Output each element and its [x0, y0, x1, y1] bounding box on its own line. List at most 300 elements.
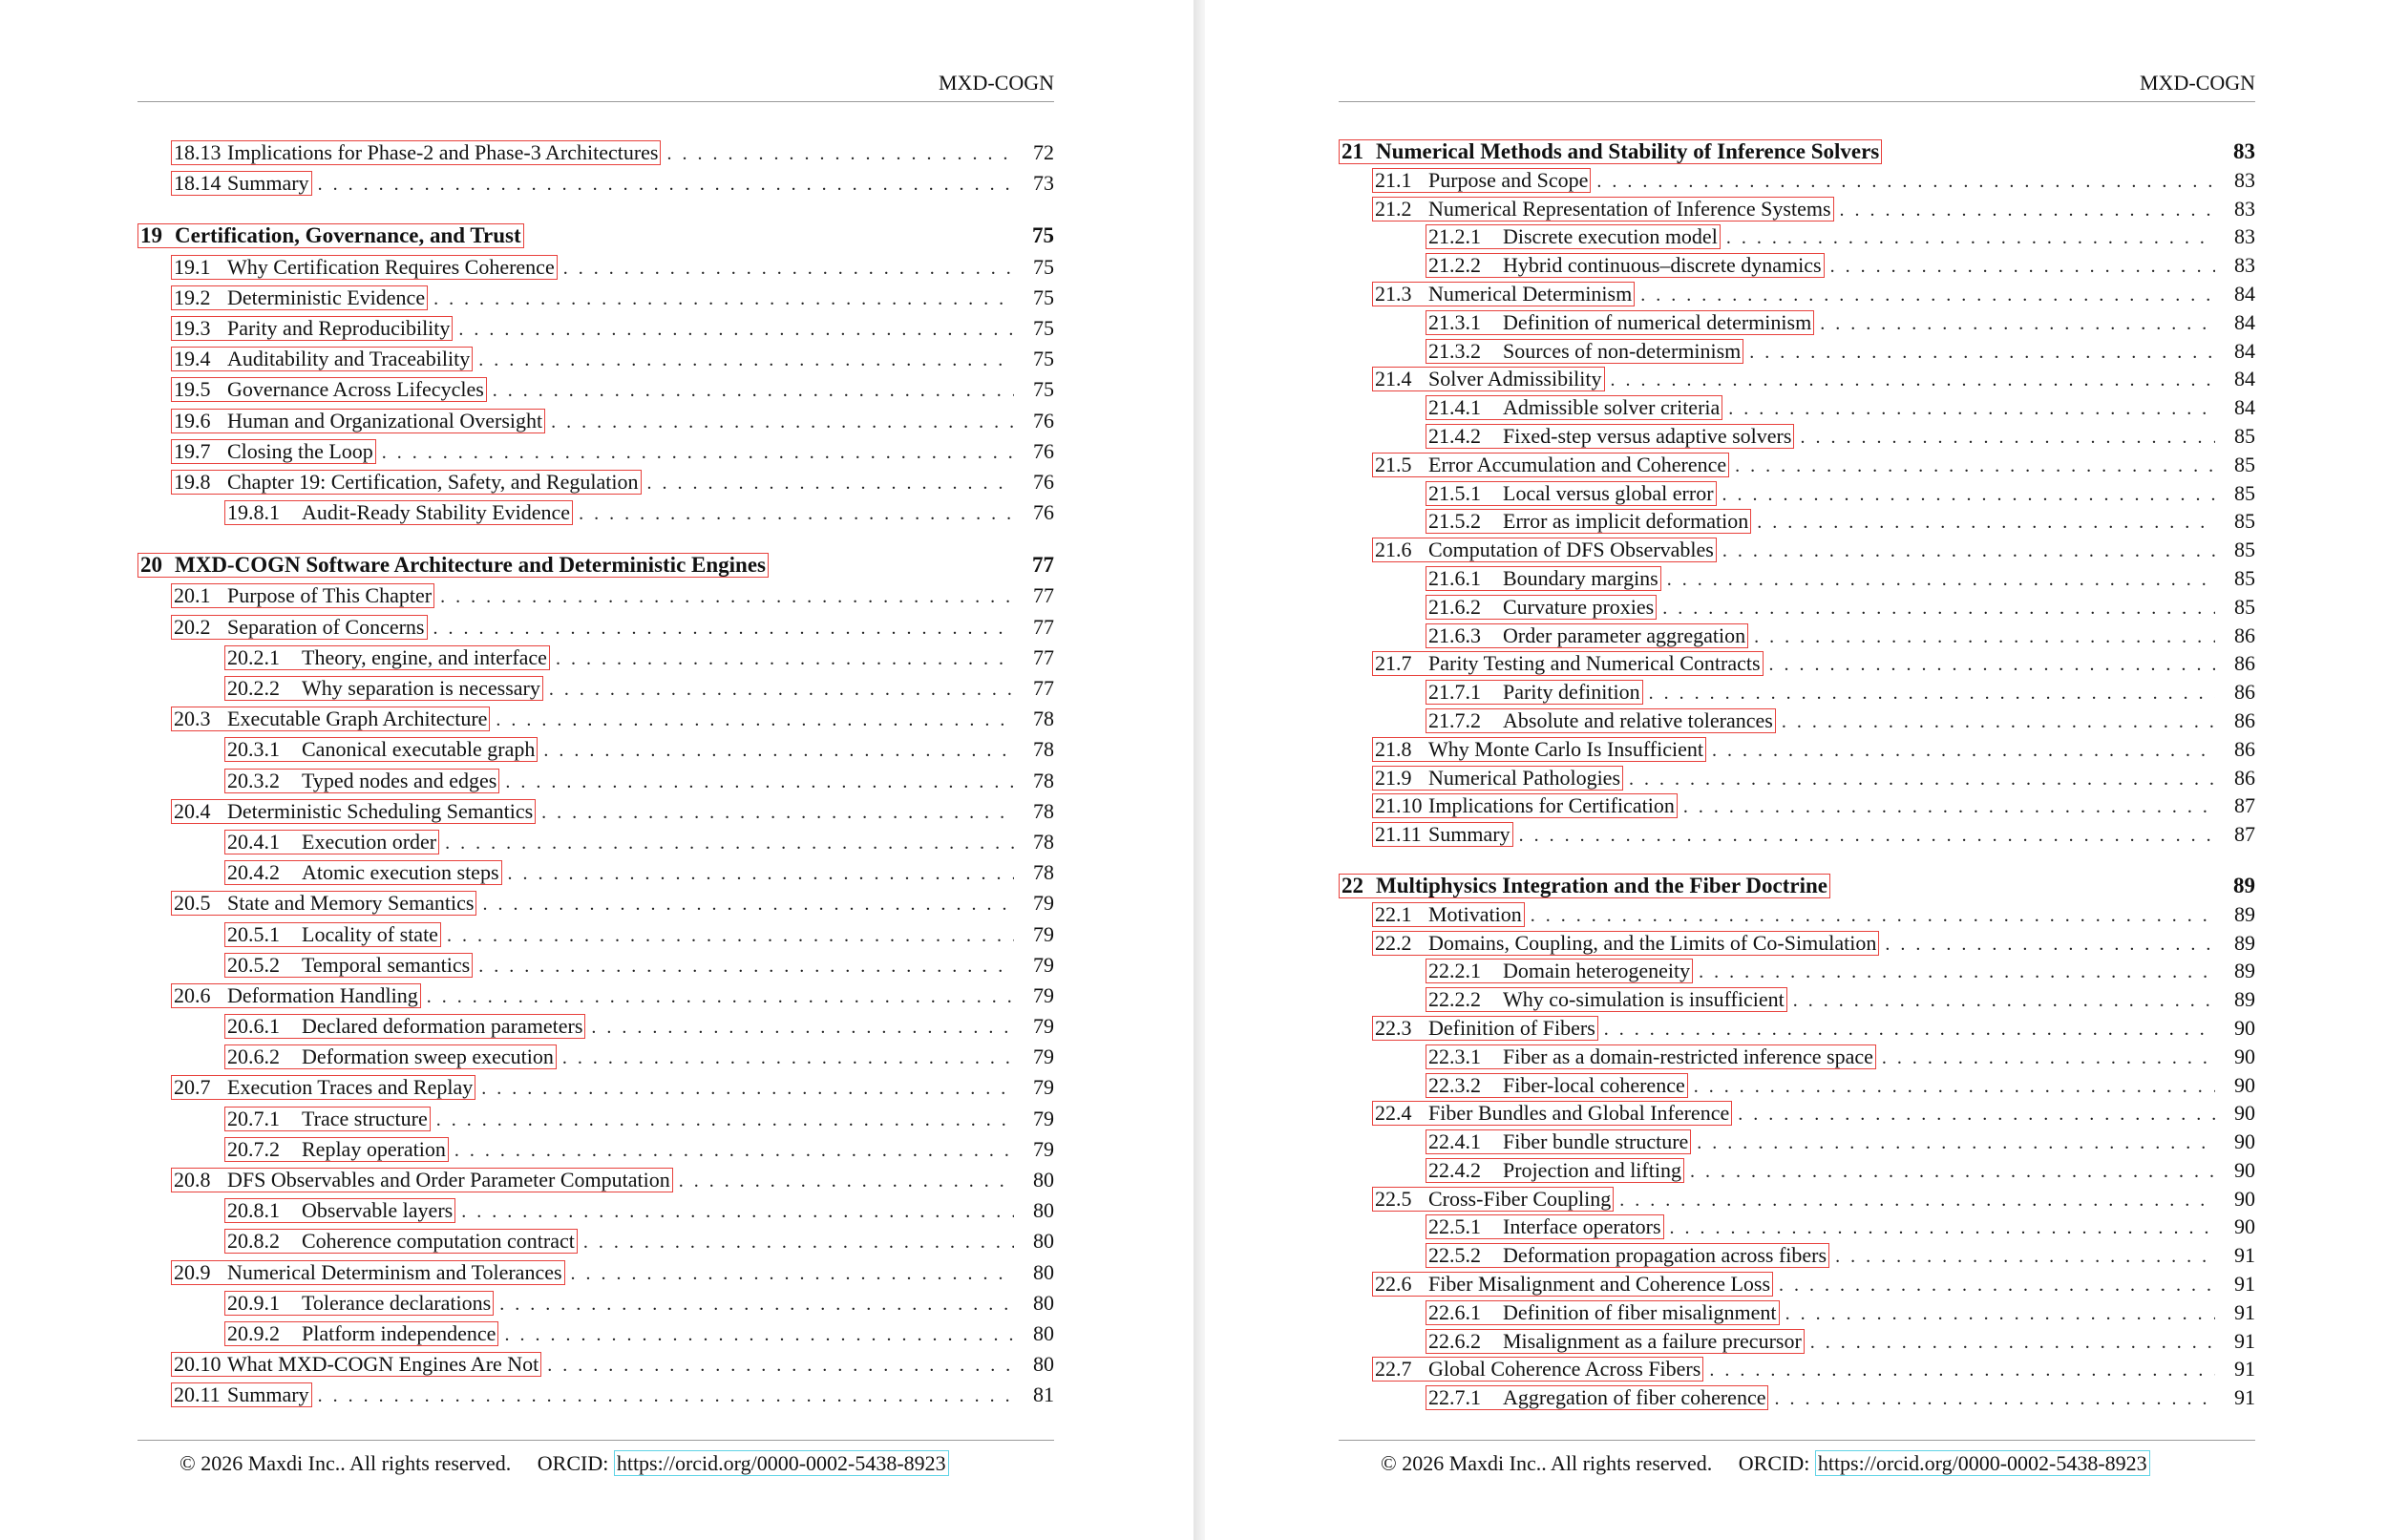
toc-page-number: 79	[1033, 1075, 1054, 1100]
toc-number: 20.7.2	[227, 1136, 280, 1161]
toc-section-row	[1339, 929, 2255, 958]
dot-leader	[1662, 595, 2215, 623]
toc-section-row	[1339, 649, 2255, 678]
dot-leader	[679, 1166, 1014, 1196]
toc-page-number: 83	[2233, 139, 2255, 163]
toc-number: 21.4.1	[1428, 395, 1481, 420]
toc-page-number: 89	[2234, 901, 2255, 926]
toc-link[interactable]	[171, 1382, 312, 1407]
toc-link[interactable]	[1426, 253, 1825, 278]
toc-link[interactable]	[1372, 1101, 1732, 1126]
toc-link[interactable]	[224, 769, 499, 793]
toc-page-number: 77	[1033, 644, 1054, 669]
toc-section-row	[137, 252, 1054, 283]
orcid-link[interactable]: https://orcid.org/0000-0002-5438-8923	[1815, 1450, 2150, 1476]
dot-leader	[1735, 453, 2215, 481]
toc-page-number: 84	[2234, 395, 2255, 420]
toc-section-row	[1339, 451, 2255, 479]
toc-link[interactable]	[171, 409, 545, 433]
toc-number: 22.6	[1375, 1272, 1412, 1297]
toc-link[interactable]	[1426, 1243, 1829, 1268]
toc-number: 20.4.1	[227, 829, 280, 854]
toc-section-row	[137, 137, 1054, 168]
toc-link[interactable]	[1339, 874, 1830, 898]
toc-title: Declared deformation parameters	[302, 1014, 583, 1039]
toc-title: Executable Graph Architecture	[227, 707, 488, 731]
toc-page-number: 75	[1033, 315, 1054, 340]
toc-title: Audit-Ready Stability Evidence	[302, 500, 571, 525]
toc-page-number: 83	[2234, 167, 2255, 192]
toc-title: Fixed-step versus adaptive solvers	[1503, 423, 1792, 448]
toc-link[interactable]	[1426, 1214, 1664, 1239]
toc-title: Computation of DFS Observables	[1428, 538, 1714, 562]
toc-link[interactable]	[171, 377, 487, 402]
toc-link[interactable]	[1426, 1329, 1805, 1354]
toc-link[interactable]	[1426, 395, 1722, 420]
toc-number: 19.6	[174, 408, 211, 432]
toc-link[interactable]	[224, 860, 502, 885]
toc-page-number: 78	[1033, 768, 1054, 792]
dot-leader	[447, 920, 1014, 951]
toc-number: 22.2	[1375, 930, 1412, 955]
toc-link[interactable]	[1426, 566, 1661, 591]
toc-title: Trace structure	[302, 1106, 428, 1130]
toc-title: Separation of Concerns	[227, 614, 425, 639]
toc-page-number: 90	[2234, 1101, 2255, 1126]
toc-link[interactable]	[1426, 509, 1751, 534]
toc-page-number: 80	[1033, 1198, 1054, 1223]
toc-title: Definition of numerical determinism	[1503, 309, 1812, 334]
dot-leader	[1810, 1329, 2215, 1358]
toc-title: Implications for Phase-2 and Phase-3 Architectures	[227, 140, 659, 164]
toc-number: 22.3.1	[1428, 1044, 1481, 1068]
dot-leader	[1640, 282, 2215, 310]
toc-title: Numerical Pathologies	[1428, 765, 1621, 790]
toc-number: 21.4.2	[1428, 423, 1481, 448]
toc-link[interactable]	[224, 676, 543, 701]
toc-title: Fiber as a domain-restricted inference space	[1503, 1044, 1873, 1068]
toc-link[interactable]	[1372, 1272, 1773, 1297]
toc-title: Governance Across Lifecycles	[227, 377, 484, 402]
toc-link[interactable]	[1426, 424, 1794, 449]
toc-section-row	[137, 344, 1054, 374]
toc-title: Observable layers	[302, 1198, 454, 1223]
toc-link[interactable]	[224, 1014, 585, 1039]
dot-leader	[541, 797, 1014, 828]
toc-page-number: 85	[2234, 565, 2255, 590]
toc-subsection-row	[1339, 957, 2255, 985]
toc-page-number: 75	[1032, 223, 1054, 248]
toc-title: Why co-simulation is insufficient	[1503, 987, 1785, 1012]
toc-page-number: 89	[2233, 873, 2255, 897]
toc-title: Motivation	[1428, 901, 1522, 926]
toc-page-number: 84	[2234, 338, 2255, 363]
toc-number: 20.9	[174, 1259, 211, 1284]
toc-link[interactable]	[1426, 708, 1776, 733]
toc-link[interactable]	[171, 707, 490, 731]
toc-link[interactable]	[1426, 1385, 1768, 1410]
toc-title: Admissible solver criteria	[1503, 395, 1721, 420]
toc-number: 21.1	[1375, 167, 1412, 192]
toc-section-row	[1339, 1099, 2255, 1128]
toc-number: 20.8	[174, 1168, 211, 1192]
toc-link[interactable]	[1372, 902, 1525, 927]
toc-link[interactable]	[1372, 367, 1605, 391]
toc-link[interactable]	[224, 922, 441, 947]
toc-number: 19.1	[174, 254, 211, 279]
toc-subsection-row	[1339, 479, 2255, 508]
toc-link[interactable]	[1426, 481, 1717, 506]
toc-link[interactable]	[1372, 197, 1834, 222]
toc-page-number: 73	[1033, 171, 1054, 196]
toc-subsection-row	[137, 919, 1054, 950]
toc-link[interactable]	[1426, 623, 1748, 648]
toc-title: Definition of fiber misalignment	[1503, 1299, 1777, 1324]
toc-link[interactable]	[1372, 766, 1623, 791]
toc-number: 18.13	[174, 140, 222, 164]
toc-number: 22.4	[1375, 1101, 1412, 1126]
toc-title: Aggregation of fiber coherence	[1503, 1385, 1766, 1410]
toc-link[interactable]	[171, 799, 536, 824]
toc-title: Fiber Bundles and Global Inference	[1428, 1101, 1730, 1126]
dot-leader	[1793, 987, 2215, 1016]
toc-link[interactable]	[224, 830, 439, 854]
toc-title: Deterministic Evidence	[227, 285, 426, 309]
toc-link[interactable]	[224, 645, 550, 670]
toc-number: 19.3	[174, 315, 211, 340]
toc-number: 20.9.1	[227, 1290, 280, 1315]
toc-link[interactable]	[1426, 680, 1643, 705]
toc-link[interactable]	[1372, 1357, 1703, 1382]
dot-leader	[1649, 680, 2215, 708]
toc-page-number: 84	[2234, 367, 2255, 391]
dot-leader	[1619, 1187, 2215, 1215]
toc-subsection-row	[137, 673, 1054, 704]
toc-title: Why Monte Carlo Is Insufficient	[1428, 736, 1703, 761]
toc-link[interactable]	[1426, 595, 1657, 620]
dot-leader	[1885, 931, 2215, 960]
toc-page-number: 91	[2234, 1357, 2255, 1382]
toc-number: 22.4.2	[1428, 1157, 1481, 1182]
toc-page-number: 77	[1033, 614, 1054, 639]
toc-section-row	[137, 283, 1054, 313]
dot-leader	[1738, 1101, 2215, 1129]
toc-subsection-row	[137, 766, 1054, 796]
toc-link[interactable]	[224, 1321, 498, 1346]
toc-subsection-row	[137, 827, 1054, 857]
toc-link[interactable]	[137, 223, 524, 248]
toc-number: 21.6.2	[1428, 594, 1481, 619]
toc-section-row	[137, 981, 1054, 1011]
dot-leader	[481, 1073, 1014, 1104]
toc-subsection-row	[1339, 1071, 2255, 1100]
toc-link[interactable]	[224, 953, 473, 978]
toc-number: 21.6.1	[1428, 565, 1481, 590]
toc-section-row	[1339, 1270, 2255, 1298]
toc-link[interactable]	[1426, 224, 1721, 249]
toc-section-row	[1339, 1185, 2255, 1213]
toc-number: 20.6.2	[227, 1044, 280, 1069]
dot-leader	[482, 889, 1014, 919]
toc-link[interactable]	[171, 1168, 673, 1192]
toc-title: Numerical Determinism	[1428, 281, 1633, 306]
toc-number: 20.3.1	[227, 737, 280, 762]
toc-section-row	[1339, 900, 2255, 929]
toc-number: 21.9	[1375, 765, 1412, 790]
dot-leader	[1699, 959, 2215, 987]
toc-section-row	[1339, 166, 2255, 195]
toc-number: 20.4.2	[227, 860, 280, 885]
toc-link[interactable]	[224, 500, 573, 525]
toc-number: 20.4	[174, 798, 211, 823]
toc-subsection-row	[1339, 1128, 2255, 1156]
toc-link[interactable]	[171, 439, 376, 464]
toc-link[interactable]	[1426, 1073, 1688, 1098]
toc-section-row	[137, 580, 1054, 611]
toc-title: Domain heterogeneity	[1503, 959, 1691, 983]
dot-leader	[440, 581, 1014, 612]
toc-link[interactable]	[224, 1291, 494, 1316]
toc-title: Locality of state	[302, 921, 438, 946]
toc-number: 19.2	[174, 285, 211, 309]
header-rule	[1339, 101, 2255, 102]
toc-subsection-row	[1339, 985, 2255, 1014]
toc-link[interactable]	[171, 1260, 565, 1285]
toc-section-row	[137, 796, 1054, 827]
toc-section-row	[1339, 365, 2255, 393]
toc-link[interactable]	[171, 171, 312, 196]
toc-page-number: 77	[1033, 676, 1054, 700]
toc-number: 21.7	[1375, 651, 1412, 676]
toc-number: 21.7.1	[1428, 680, 1481, 705]
toc-title: Theory, engine, and interface	[302, 644, 547, 669]
toc-title: Tolerance declarations	[302, 1290, 492, 1315]
toc-number: 22.5.1	[1428, 1214, 1481, 1239]
dot-leader	[461, 1196, 1014, 1227]
toc-title: Numerical Representation of Inference Systems	[1428, 196, 1831, 221]
toc-subsection-row	[1339, 507, 2255, 536]
toc-subsection-row	[1339, 337, 2255, 366]
toc-number: 20.5	[174, 891, 211, 916]
toc-link[interactable]	[1372, 793, 1678, 818]
toc-link[interactable]	[224, 1229, 578, 1254]
toc-title: Discrete execution model	[1503, 224, 1718, 249]
toc-title: Execution order	[302, 829, 437, 854]
toc-page-number: 85	[2234, 423, 2255, 448]
toc-subsection-row	[137, 950, 1054, 981]
dot-leader	[547, 1350, 1014, 1381]
toc-title: Execution Traces and Replay	[227, 1075, 474, 1100]
toc-number: 20.10	[174, 1352, 222, 1377]
copyright-text: © 2026 Maxdi Inc.. All rights reserved.	[180, 1451, 512, 1475]
toc-link[interactable]	[171, 255, 558, 280]
toc-title: Sources of non-determinism	[1503, 338, 1742, 363]
toc-section-row	[137, 467, 1054, 497]
toc-page-number: 86	[2234, 765, 2255, 790]
toc-link[interactable]	[1372, 931, 1879, 956]
toc-link[interactable]	[1372, 651, 1764, 676]
toc-link[interactable]	[137, 553, 769, 578]
toc-subsection-row	[1339, 1327, 2255, 1356]
toc-title: Projection and lifting	[1503, 1157, 1681, 1182]
orcid-link[interactable]: https://orcid.org/0000-0002-5438-8923	[614, 1450, 949, 1476]
toc-page-number: 90	[2234, 1072, 2255, 1097]
page-footer	[180, 1449, 949, 1478]
toc-link[interactable]	[1426, 1158, 1684, 1183]
toc-title: Interface operators	[1503, 1214, 1661, 1239]
toc-link[interactable]	[1372, 1187, 1614, 1212]
toc-number: 21	[1341, 139, 1363, 163]
orcid-label: ORCID:	[1738, 1451, 1810, 1475]
toc-link[interactable]	[1372, 538, 1717, 562]
toc-page-number: 76	[1033, 408, 1054, 432]
toc-link[interactable]	[1426, 1044, 1876, 1069]
dot-leader	[1697, 1129, 2215, 1158]
toc-link[interactable]	[171, 285, 428, 310]
dot-leader	[1754, 623, 2215, 652]
running-header: MXD-COGN	[2140, 71, 2255, 95]
toc-link[interactable]	[171, 470, 642, 495]
running-header: MXD-COGN	[939, 71, 1054, 95]
toc-link[interactable]	[1426, 987, 1787, 1012]
dot-leader	[504, 1319, 1014, 1350]
toc-page-number: 78	[1033, 737, 1054, 762]
dot-leader	[1531, 902, 2215, 931]
dot-leader	[563, 253, 1014, 284]
toc-number: 21.2	[1375, 196, 1412, 221]
toc-title: Domains, Coupling, and the Limits of Co-Simulation	[1428, 930, 1877, 955]
toc-number: 22.2.2	[1428, 987, 1481, 1012]
toc-page-number: 84	[2234, 309, 2255, 334]
toc-link[interactable]	[171, 1075, 475, 1100]
toc-number: 20	[140, 553, 162, 578]
toc-link[interactable]	[1372, 168, 1591, 193]
toc-number: 20.1	[174, 583, 211, 608]
toc-link[interactable]	[1339, 139, 1882, 164]
toc-section-row	[1339, 536, 2255, 564]
toc-link[interactable]	[1372, 737, 1706, 762]
toc-subsection-row	[1339, 707, 2255, 735]
dot-leader	[1667, 566, 2215, 595]
toc-title: Canonical executable graph	[302, 737, 536, 762]
toc-number: 22.5.2	[1428, 1243, 1481, 1268]
toc-link[interactable]	[1372, 453, 1729, 477]
toc-number: 21.6.3	[1428, 622, 1481, 647]
toc-subsection-row	[137, 1318, 1054, 1349]
toc-link[interactable]	[224, 1107, 431, 1131]
page-footer	[1381, 1449, 2150, 1478]
toc-title: Coherence computation contract	[302, 1229, 575, 1254]
toc-page-number: 80	[1033, 1290, 1054, 1315]
toc-number: 22.6.2	[1428, 1328, 1481, 1353]
toc-page-number: 76	[1033, 469, 1054, 494]
dot-leader	[1782, 708, 2215, 737]
toc-title: Cross-Fiber Coupling	[1428, 1186, 1612, 1211]
toc-link[interactable]	[171, 347, 473, 371]
toc-subsection-row	[1339, 422, 2255, 451]
toc-subsection-row	[1339, 1043, 2255, 1071]
toc-title: Closing the Loop	[227, 438, 373, 463]
dot-leader	[382, 437, 1014, 468]
toc-title: Typed nodes and edges	[302, 768, 497, 792]
toc-link[interactable]	[1372, 822, 1513, 847]
dot-leader	[433, 613, 1015, 643]
toc-subsection-row	[137, 1011, 1054, 1042]
toc-number: 21.5	[1375, 452, 1412, 476]
toc-link[interactable]	[171, 140, 661, 165]
toc-page-number: 90	[2234, 1157, 2255, 1182]
toc-link[interactable]	[224, 1044, 557, 1069]
dot-leader	[458, 314, 1014, 345]
toc-link[interactable]	[1426, 1300, 1780, 1325]
dot-leader	[318, 169, 1014, 200]
toc-page-number: 91	[2234, 1272, 2255, 1297]
toc-page-number: 85	[2234, 509, 2255, 534]
toc-title: Deterministic Scheduling Semantics	[227, 798, 534, 823]
dot-leader	[551, 407, 1014, 437]
toc-link[interactable]	[171, 615, 428, 640]
toc-title: Chapter 19: Certification, Safety, and Regulation	[227, 469, 639, 494]
toc-number: 20.9.2	[227, 1320, 280, 1345]
toc-link[interactable]	[171, 1352, 541, 1377]
toc-link[interactable]	[1426, 959, 1693, 983]
toc-link[interactable]	[171, 983, 421, 1008]
toc-subsection-row	[137, 1195, 1054, 1226]
toc-page-number: 79	[1033, 1106, 1054, 1130]
toc-chapter-row	[137, 221, 1054, 251]
toc-link[interactable]	[1426, 339, 1743, 364]
table-of-contents	[1339, 137, 2255, 1412]
toc-page-number: 84	[2234, 281, 2255, 306]
dot-leader	[478, 345, 1014, 375]
toc-title: DFS Observables and Order Parameter Computation	[227, 1168, 670, 1192]
copyright-text: © 2026 Maxdi Inc.. All rights reserved.	[1381, 1451, 1713, 1475]
toc-link[interactable]	[171, 316, 453, 341]
toc-link[interactable]	[1372, 1016, 1598, 1041]
toc-number: 22.3	[1375, 1015, 1412, 1040]
toc-link[interactable]	[224, 737, 538, 762]
toc-link[interactable]	[224, 1137, 449, 1162]
dot-leader	[1596, 168, 2215, 197]
toc-number: 20.2.2	[227, 676, 280, 700]
table-of-contents	[137, 137, 1054, 1411]
toc-section-row	[137, 1072, 1054, 1103]
toc-chapter-row	[137, 550, 1054, 580]
toc-link[interactable]	[1426, 310, 1814, 335]
toc-number: 21.4	[1375, 367, 1412, 391]
toc-link[interactable]	[1372, 282, 1635, 306]
toc-title: Parity and Reproducibility	[227, 315, 451, 340]
toc-title: Atomic execution steps	[302, 860, 499, 885]
toc-number: 20.8.1	[227, 1198, 280, 1223]
toc-section-row	[1339, 1355, 2255, 1383]
toc-subsection-row	[1339, 308, 2255, 337]
toc-subsection-row	[137, 1288, 1054, 1318]
dot-leader	[1722, 481, 2215, 510]
toc-subsection-row	[1339, 622, 2255, 650]
toc-link[interactable]	[1426, 1129, 1691, 1154]
toc-number: 21.7.2	[1428, 707, 1481, 732]
toc-number: 19.7	[174, 438, 211, 463]
toc-link[interactable]	[171, 891, 476, 916]
toc-link[interactable]	[224, 1198, 455, 1223]
toc-link[interactable]	[171, 583, 434, 608]
toc-page-number: 80	[1033, 1352, 1054, 1377]
toc-page-number: 90	[2234, 1214, 2255, 1239]
toc-title: Global Coherence Across Fibers	[1428, 1357, 1701, 1382]
dot-leader	[647, 468, 1014, 498]
dot-leader	[318, 1381, 1014, 1411]
